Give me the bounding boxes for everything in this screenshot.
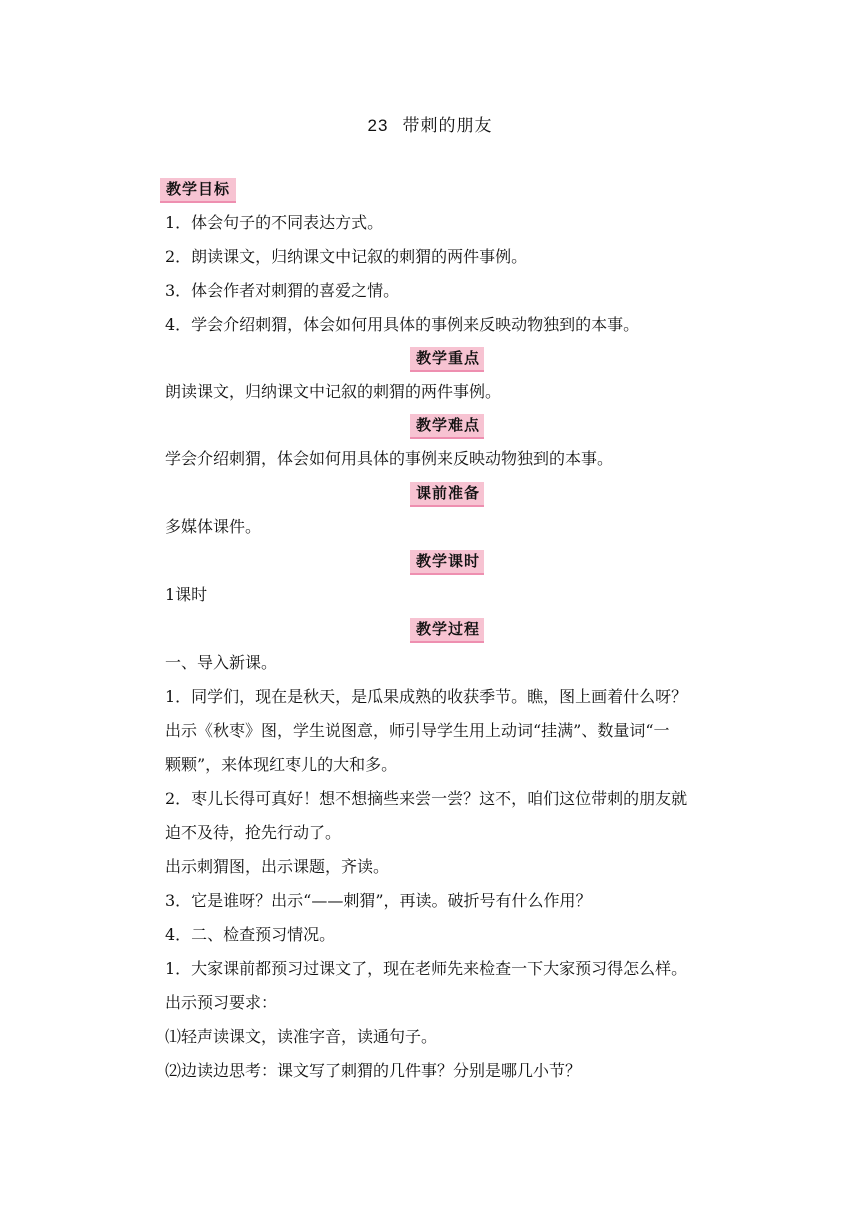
section-label-key: 教学重点	[410, 347, 484, 372]
process-paragraph: 迫不及待，抢先行动了。	[165, 823, 342, 842]
process-paragraph: 3．它是谁呀？出示“——刺猬”，再读。破折号有什么作用？	[165, 891, 592, 910]
process-paragraph: 2．枣儿长得可真好！想不想摘些来尝一尝？这不，咱们这位带刺的朋友就	[165, 789, 688, 808]
process-paragraph: 出示《秋枣》图，学生说图意，师引导学生用上动词“挂满”、数量词“一	[165, 721, 670, 740]
process-paragraph: ⑵边读边思考：课文写了刺猬的几件事？分别是哪几小节？	[165, 1061, 582, 1080]
process-paragraph: 1．大家课前都预习过课文了，现在老师先来检查一下大家预习得怎么样。	[165, 959, 688, 978]
process-paragraph: 出示刺猬图，出示课题，齐读。	[165, 857, 390, 876]
section-label-hours: 教学课时	[410, 550, 484, 575]
prep-text: 多媒体课件。	[165, 517, 262, 536]
process-paragraph: ⑴轻声读课文，读准字音，读通句子。	[165, 1027, 438, 1046]
lesson-number: 23	[367, 116, 389, 135]
process-paragraph: 4．二、检查预习情况。	[165, 925, 336, 944]
section-label-process: 教学过程	[410, 618, 484, 643]
section-label-prep: 课前准备	[410, 482, 484, 507]
goal-item: 1．体会句子的不同表达方式。	[165, 213, 384, 232]
section-label-goals: 教学目标	[160, 178, 236, 203]
process-paragraph: 1．同学们，现在是秋天，是瓜果成熟的收获季节。瞧，图上画着什么呀？	[165, 687, 688, 706]
goal-item: 4．学会介绍刺猬，体会如何用具体的事例来反映动物独到的本事。	[165, 315, 640, 334]
lesson-title: 带刺的朋友	[402, 116, 493, 136]
goal-item: 2．朗读课文，归纳课文中记叙的刺猬的两件事例。	[165, 247, 528, 266]
section-label-difficulty: 教学难点	[410, 414, 484, 439]
difficulty-text: 学会介绍刺猬，体会如何用具体的事例来反映动物独到的本事。	[165, 449, 614, 468]
process-paragraph: 出示预习要求：	[165, 993, 278, 1012]
key-text: 朗读课文，归纳课文中记叙的刺猬的两件事例。	[165, 382, 502, 401]
goal-item: 3．体会作者对刺猬的喜爱之情。	[165, 281, 400, 300]
process-paragraph: 一、导入新课。	[165, 653, 278, 672]
hours-text: 1课时	[165, 585, 208, 604]
process-paragraph: 颗颗”，来体现红枣儿的大和多。	[165, 755, 398, 774]
page-title	[0, 111, 860, 136]
